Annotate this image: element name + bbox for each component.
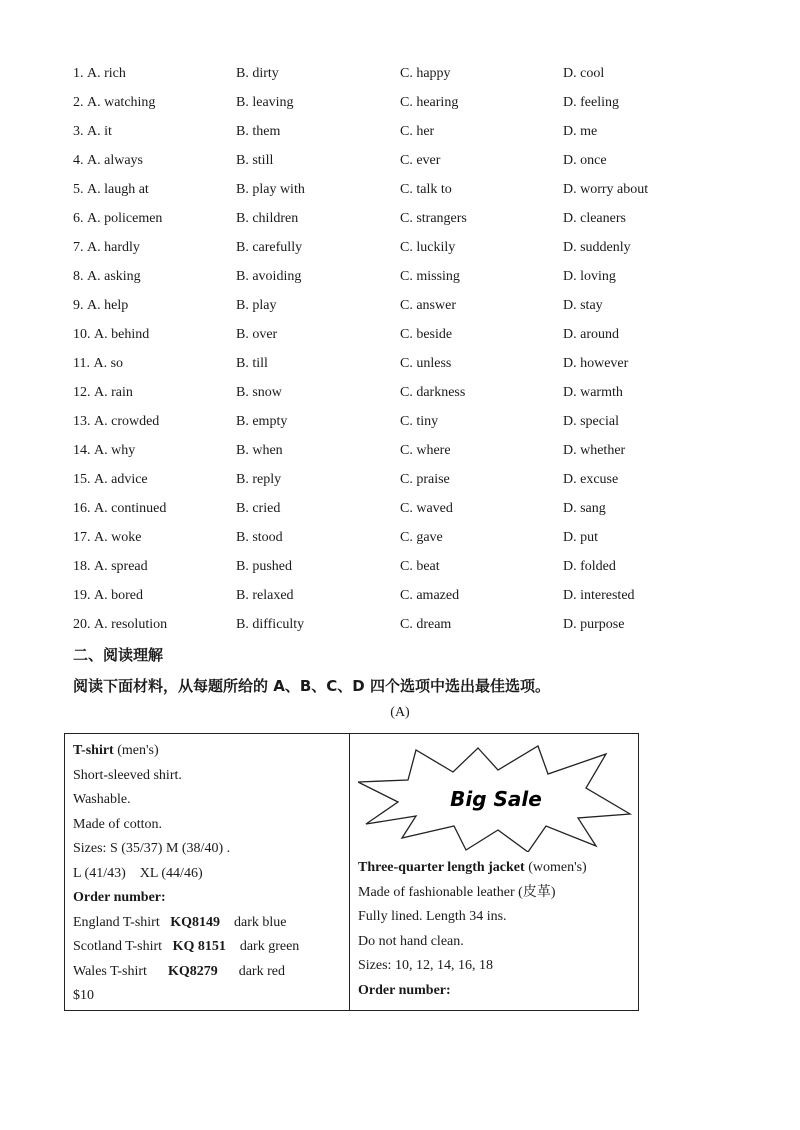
option-d: D. feeling: [563, 94, 619, 110]
option-a-text: A. hardly: [87, 239, 140, 255]
question-row: [73, 175, 773, 204]
option-a: [73, 617, 236, 633]
option-d: D. once: [563, 152, 607, 168]
option-a: [73, 182, 236, 198]
option-c: C. amazed: [400, 588, 460, 604]
question-row: [73, 88, 773, 117]
option-d: D. purpose: [563, 617, 625, 633]
question-number: 7.: [73, 239, 84, 255]
option-b: B. stood: [236, 530, 283, 546]
option-c: C. ever: [400, 152, 441, 168]
question-number: 5.: [73, 181, 84, 197]
question-row: [73, 117, 773, 146]
question-row: [73, 524, 773, 553]
tshirt-order-label: Order number:: [73, 890, 166, 905]
option-a: [73, 530, 236, 546]
question-number: 10.: [73, 326, 91, 342]
question-number: 13.: [73, 414, 91, 430]
option-a: [73, 298, 236, 314]
option-d: D. warmth: [563, 385, 623, 401]
option-b: B. play with: [236, 181, 305, 197]
jacket-sizes: Sizes: 10, 12, 14, 16, 18: [358, 958, 493, 973]
order-color: dark red: [238, 963, 285, 979]
tshirt-product-gender: (men's): [113, 743, 159, 758]
option-b: B. play: [236, 297, 277, 313]
question-row: [73, 553, 773, 582]
option-c: C. waved: [400, 501, 453, 517]
question-row: [73, 59, 773, 88]
option-a-text: A. rich: [87, 65, 126, 81]
option-a-text: A. asking: [87, 268, 141, 284]
option-a: [73, 153, 236, 169]
option-a: [73, 327, 236, 343]
option-c: C. happy: [400, 65, 451, 81]
question-number: 9.: [73, 297, 84, 313]
jacket-details: [358, 856, 587, 1003]
question-number: 4.: [73, 152, 84, 168]
order-color: dark green: [239, 939, 300, 954]
option-d: D. loving: [563, 268, 616, 284]
tshirt-desc-1: Short-sleeved shirt.: [73, 767, 182, 783]
tshirt-sizes-1: Sizes: S (35/37) M (38/40) .: [73, 841, 231, 856]
option-a: [73, 95, 236, 111]
option-c: C. answer: [400, 297, 456, 313]
option-b: B. still: [236, 152, 274, 168]
option-a: [73, 472, 236, 488]
option-a: [73, 269, 236, 285]
question-number: 6.: [73, 210, 84, 226]
order-color: dark blue: [234, 914, 287, 930]
option-b: B. cried: [236, 501, 281, 517]
option-a: [73, 356, 236, 372]
passage-label: (A): [390, 705, 410, 720]
big-sale-text: Big Sale: [450, 787, 542, 811]
option-a: [73, 559, 236, 575]
tshirt-sizes-2: L (41/43) XL (44/46): [73, 865, 203, 881]
option-d: D. me: [563, 123, 598, 139]
order-code: KQ8279: [167, 963, 218, 979]
section-title: 二、阅读理解: [73, 646, 164, 664]
question-row: [73, 466, 773, 495]
option-a-text: A. bored: [94, 588, 143, 604]
jacket-order-label: Order number:: [358, 982, 451, 998]
big-sale-starburst-icon: [358, 742, 633, 852]
question-number: 1.: [73, 65, 84, 81]
section-instruction: 阅读下面材料，从每题所给的 A、B、C、D 四个选项中选出最佳选项。: [73, 677, 550, 695]
option-b: B. avoiding: [236, 268, 302, 284]
option-d: D. however: [563, 355, 629, 371]
option-a-text: A. behind: [94, 326, 150, 342]
question-row: [73, 408, 773, 437]
question-number: 15.: [73, 472, 91, 488]
option-c: C. where: [400, 443, 451, 459]
option-c: C. tiny: [400, 414, 439, 430]
option-c: C. beside: [400, 326, 453, 342]
tshirt-desc-3: Made of cotton.: [73, 816, 163, 832]
option-a: [73, 124, 236, 140]
option-d: D. suddenly: [563, 239, 631, 255]
option-a-text: A. rain: [94, 385, 133, 401]
option-d: D. interested: [563, 588, 635, 604]
option-b: B. snow: [236, 385, 282, 401]
jacket-product-name: Three-quarter length jacket: [358, 860, 525, 875]
option-d: D. worry about: [563, 181, 649, 197]
question-row: [73, 379, 773, 408]
option-a: [73, 443, 236, 459]
option-c: C. hearing: [400, 94, 459, 110]
question-row: [73, 495, 773, 524]
option-a: [73, 66, 236, 82]
option-b: B. pushed: [236, 559, 292, 575]
jacket-ad: [350, 734, 638, 1010]
question-number: 11.: [73, 355, 90, 371]
tshirt-desc-2: Washable.: [73, 792, 131, 807]
option-a-text: A. policemen: [87, 210, 163, 226]
option-a-text: A. woke: [94, 530, 142, 546]
option-a-text: A. advice: [94, 472, 148, 488]
question-row: [73, 146, 773, 175]
option-b: B. till: [236, 355, 268, 371]
option-a-text: A. continued: [94, 501, 167, 517]
question-number: 2.: [73, 94, 84, 110]
option-b: B. over: [236, 326, 278, 342]
option-c: C. her: [400, 123, 435, 139]
option-d: D. put: [563, 530, 598, 546]
question-row: [73, 204, 773, 233]
jacket-product-gender: (women's): [524, 860, 587, 875]
question-row: [73, 437, 773, 466]
option-b: B. leaving: [236, 94, 294, 110]
option-a: [73, 588, 236, 604]
option-d: D. cleaners: [563, 210, 626, 226]
jacket-title: [358, 856, 587, 881]
option-d: D. cool: [563, 65, 605, 81]
question-row: [73, 611, 773, 640]
question-number: 8.: [73, 268, 84, 284]
option-a-text: A. it: [87, 123, 112, 139]
option-a-text: A. why: [94, 443, 136, 459]
question-row: [73, 262, 773, 291]
jacket-desc-3: Do not hand clean.: [358, 933, 464, 949]
tshirt-title: [73, 739, 349, 764]
order-code: KQ8149: [170, 914, 221, 930]
option-a: [73, 211, 236, 227]
advertisement-table: [64, 733, 639, 1011]
jacket-desc-1: Made of fashionable leather (皮革): [358, 884, 556, 900]
order-name: Wales T-shirt: [73, 963, 147, 979]
option-d: D. stay: [563, 297, 603, 313]
question-row: [73, 233, 773, 262]
option-c: C. dream: [400, 617, 452, 633]
option-b: B. when: [236, 443, 283, 459]
option-d: D. excuse: [563, 472, 619, 488]
option-b: B. empty: [236, 414, 288, 430]
option-c: C. praise: [400, 472, 450, 488]
order-line-scotland: [73, 935, 349, 960]
tshirt-price: $10: [73, 988, 94, 1003]
option-a-text: A. watching: [87, 94, 156, 110]
option-c: C. talk to: [400, 181, 452, 197]
option-a-text: A. help: [87, 297, 129, 313]
question-row: [73, 320, 773, 349]
order-name: England T-shirt: [73, 914, 160, 930]
option-b: B. children: [236, 210, 299, 226]
option-b: B. dirty: [236, 65, 279, 81]
question-number: 20.: [73, 617, 91, 633]
question-number: 18.: [73, 559, 91, 575]
option-b: B. relaxed: [236, 588, 294, 604]
option-b: B. carefully: [236, 239, 303, 255]
option-d: D. sang: [563, 501, 606, 517]
option-a-text: A. crowded: [94, 414, 160, 430]
question-row: [73, 582, 773, 611]
option-c: C. strangers: [400, 210, 467, 226]
option-b: B. difficulty: [236, 617, 305, 633]
option-a-text: A. laugh at: [87, 181, 149, 197]
order-name: Scotland T-shirt: [73, 939, 163, 954]
option-d: D. special: [563, 414, 619, 430]
options-list: [73, 59, 773, 640]
option-c: C. gave: [400, 530, 443, 546]
option-a-text: A. spread: [94, 559, 148, 575]
option-a: [73, 501, 236, 517]
option-d: D. around: [563, 326, 619, 342]
option-a: [73, 414, 236, 430]
question-number: 3.: [73, 123, 84, 139]
tshirt-product-name: T-shirt: [73, 743, 114, 758]
option-a-text: A. resolution: [94, 617, 168, 633]
option-b: B. them: [236, 123, 281, 139]
option-c: C. missing: [400, 268, 460, 284]
order-code: KQ 8151: [172, 939, 226, 954]
question-row: [73, 291, 773, 320]
option-c: C. darkness: [400, 385, 466, 401]
option-a: [73, 240, 236, 256]
option-d: D. folded: [563, 559, 616, 575]
tshirt-ad: [65, 734, 350, 1010]
question-number: 17.: [73, 530, 91, 546]
option-c: C. beat: [400, 559, 440, 575]
order-line-england: [73, 911, 349, 936]
question-number: 14.: [73, 443, 91, 459]
option-d: D. whether: [563, 443, 626, 459]
question-number: 16.: [73, 501, 91, 517]
option-a: [73, 385, 236, 401]
option-a-text: A. always: [87, 152, 143, 168]
question-number: 19.: [73, 588, 91, 604]
jacket-desc-2: Fully lined. Length 34 ins.: [358, 909, 507, 924]
option-b: B. reply: [236, 472, 282, 488]
option-c: C. unless: [400, 355, 452, 371]
question-number: 12.: [73, 385, 91, 401]
question-row: [73, 349, 773, 378]
order-line-wales: [73, 960, 349, 985]
option-c: C. luckily: [400, 239, 456, 255]
option-a-text: A. so: [93, 355, 124, 371]
